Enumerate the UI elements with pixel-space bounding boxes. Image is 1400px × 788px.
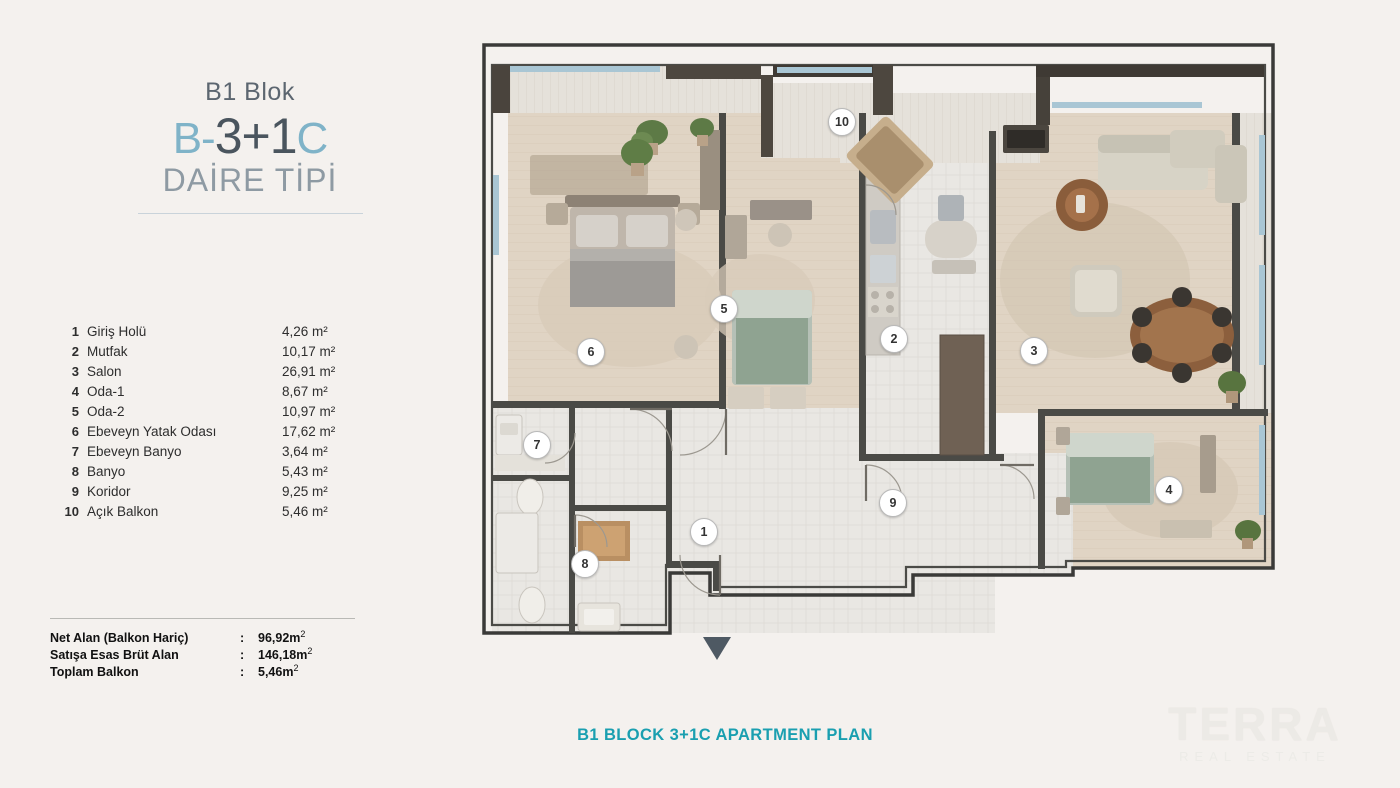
summary-value-sup: 2 (300, 629, 306, 639)
summary-value-text: 5,46m (258, 665, 294, 680)
room-area: 5,46 m² (282, 504, 328, 519)
block-name: B1 Blok (205, 78, 295, 106)
summary-colon: : (240, 631, 245, 646)
room-number: 4 (71, 384, 79, 399)
summary-value (258, 660, 358, 681)
room-legend (55, 322, 395, 522)
list-item (55, 382, 395, 402)
summary-value-sup: 2 (293, 663, 299, 673)
room-label: Oda-2 (87, 404, 125, 419)
room-label: Açık Balkon (87, 504, 159, 519)
room-area: 17,62 m² (282, 424, 336, 439)
room-area: 3,64 m² (282, 444, 328, 459)
logo-wordmark: TERRA (1168, 698, 1342, 750)
room-label: Koridor (87, 484, 131, 499)
plan-marker-2[interactable]: 2 (880, 325, 908, 353)
type-main: 3+1 (214, 108, 297, 164)
summary-value-text: 146,18m (258, 648, 308, 663)
title-divider (138, 213, 363, 214)
summary-colon: : (240, 648, 245, 663)
room-number: 10 (64, 504, 79, 519)
list-item (55, 462, 395, 482)
summary-label: Toplam Balkon (50, 665, 139, 680)
list-item (55, 482, 395, 502)
summary-label: Satışa Esas Brüt Alan (50, 648, 179, 663)
list-item (55, 342, 395, 362)
plan-marker-5[interactable]: 5 (710, 295, 738, 323)
room-area: 10,17 m² (282, 344, 336, 359)
list-item (55, 502, 395, 522)
plan-marker-6[interactable]: 6 (577, 338, 605, 366)
room-number: 6 (71, 424, 79, 439)
room-area: 9,25 m² (282, 484, 328, 499)
room-area: 8,67 m² (282, 384, 328, 399)
room-label: Giriş Holü (87, 324, 147, 339)
summary-colon: : (240, 665, 245, 680)
summary-value-text: 96,92m (258, 631, 301, 646)
room-number: 9 (71, 484, 79, 499)
room-number: 5 (71, 404, 79, 419)
list-item (55, 422, 395, 442)
summary-value-sup: 2 (307, 646, 313, 656)
list-item (55, 362, 395, 382)
type-suffix: C (296, 114, 328, 163)
room-label: Salon (87, 364, 122, 379)
room-number: 1 (71, 324, 79, 339)
plan-marker-7[interactable]: 7 (523, 431, 551, 459)
summary-row (50, 626, 380, 646)
plan-marker-1[interactable]: 1 (690, 518, 718, 546)
room-label: Banyo (87, 464, 126, 479)
room-area: 10,97 m² (282, 404, 336, 419)
room-label: Oda-1 (87, 384, 125, 399)
plan-caption: B1 BLOCK 3+1C APARTMENT PLAN (577, 726, 873, 744)
room-area: 5,43 m² (282, 464, 328, 479)
logo-tagline: REAL ESTATE (1179, 749, 1331, 764)
plan-marker-10[interactable]: 10 (828, 108, 856, 136)
room-number: 7 (71, 444, 79, 459)
brand-logo (1140, 698, 1370, 764)
floor-plan (470, 35, 1290, 660)
room-number: 3 (71, 364, 79, 379)
list-item (55, 402, 395, 422)
area-summary (50, 618, 380, 680)
room-label: Mutfak (87, 344, 128, 359)
plan-marker-9[interactable]: 9 (879, 489, 907, 517)
room-area: 4,26 m² (282, 324, 328, 339)
entrance-arrow-icon (703, 637, 731, 660)
room-label: Ebeveyn Yatak Odası (87, 424, 217, 439)
summary-label: Net Alan (Balkon Hariç) (50, 631, 189, 646)
plan-marker-4[interactable]: 4 (1155, 476, 1183, 504)
plan-marker-8[interactable]: 8 (571, 550, 599, 578)
info-panel (0, 0, 460, 788)
summary-divider (50, 618, 355, 619)
type-caption: DAİRE TİPİ (162, 162, 338, 198)
list-item (55, 442, 395, 462)
apartment-type (120, 109, 380, 164)
type-prefix: B- (172, 114, 215, 163)
plan-marker-3[interactable]: 3 (1020, 337, 1048, 365)
room-label: Ebeveyn Banyo (87, 444, 182, 459)
room-number: 8 (71, 464, 79, 479)
room-area: 26,91 m² (282, 364, 336, 379)
title-block (120, 78, 380, 214)
list-item (55, 322, 395, 342)
room-number: 2 (71, 344, 79, 359)
